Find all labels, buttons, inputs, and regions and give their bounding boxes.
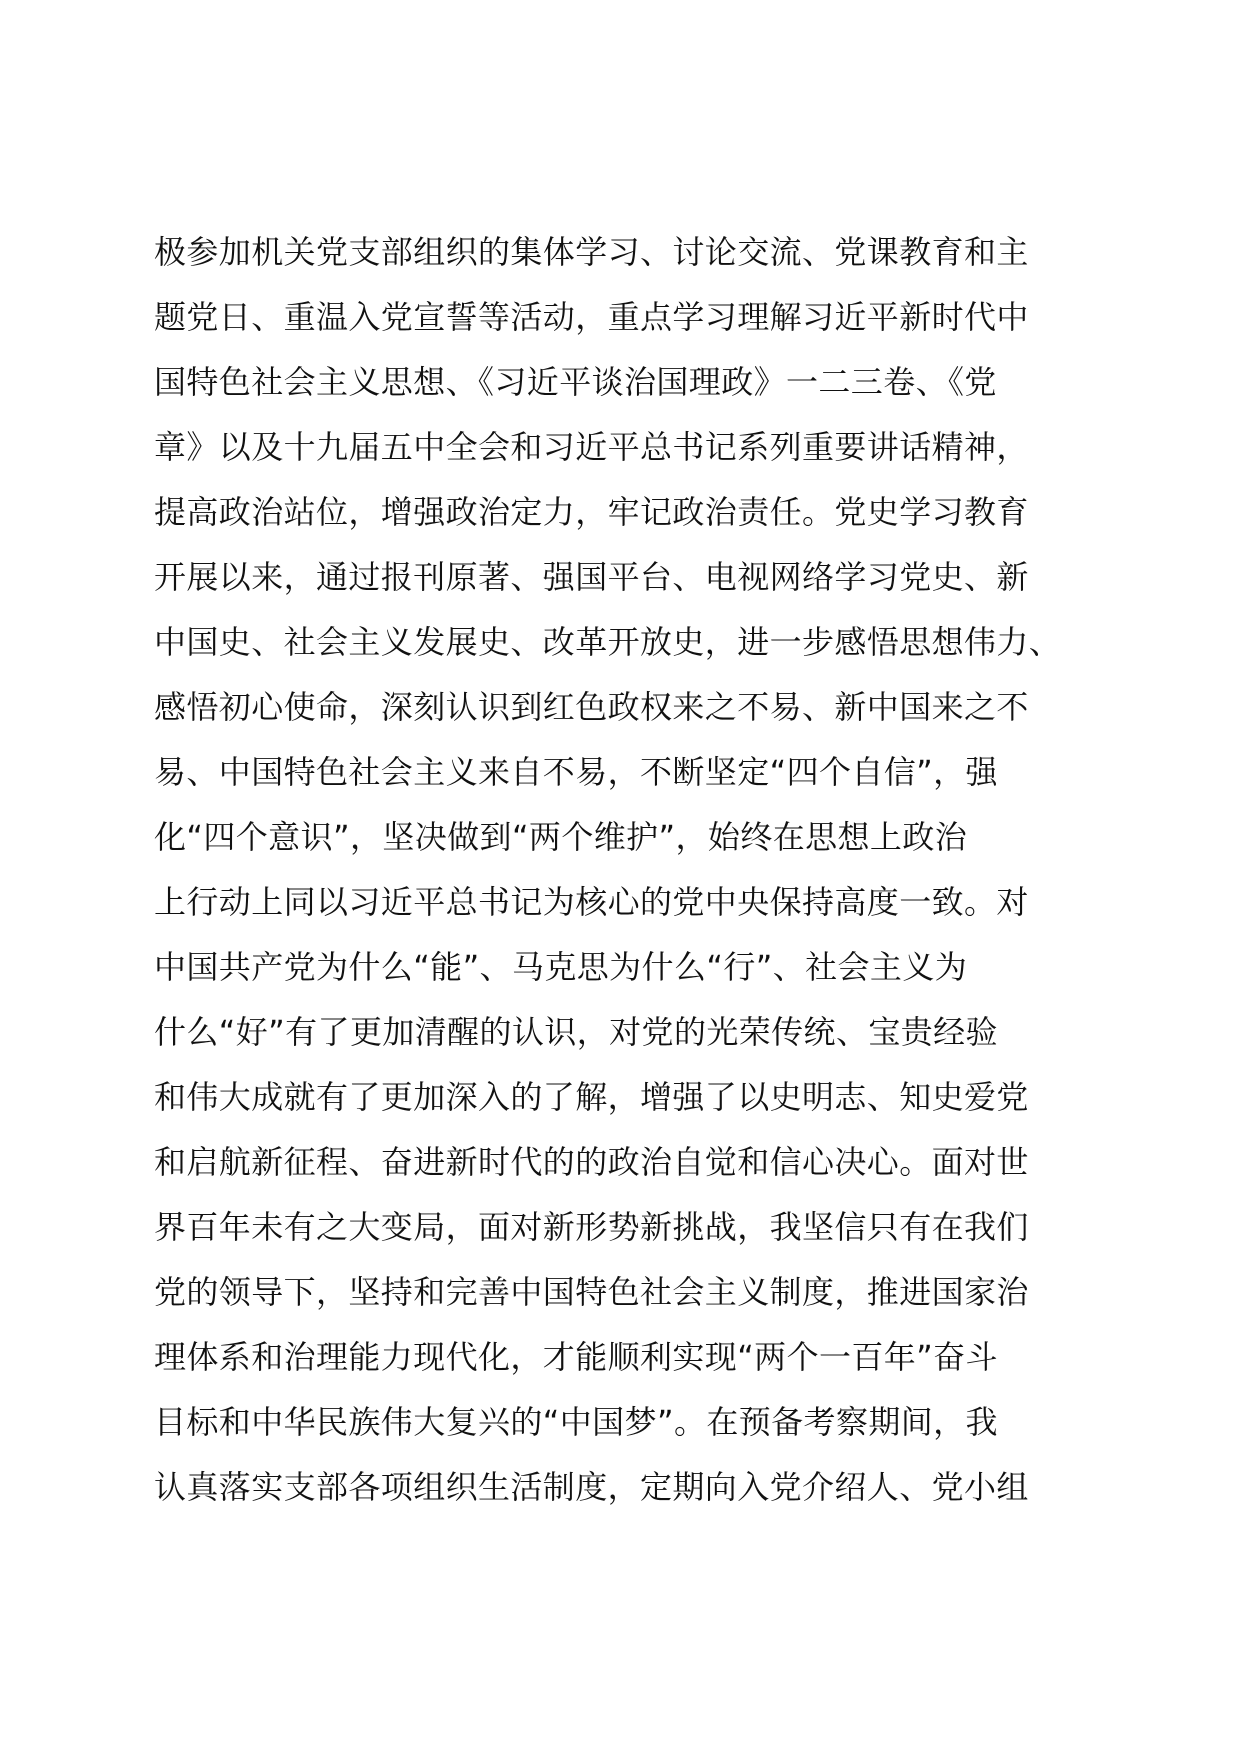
text-line: 和启航新征程、奋进新时代的的政治自觉和信心决心。面对世 — [154, 1143, 1029, 1181]
text-line: 认真落实支部各项组织生活制度，定期向入党介绍人、党小组 — [154, 1468, 1029, 1506]
text-line: 感悟初心使命，深刻认识到红色政权来之不易、新中国来之不 — [154, 688, 1029, 726]
text-line: 和伟大成就有了更加深入的了解，增强了以史明志、知史爱党 — [154, 1078, 1029, 1116]
text-line: 易、中国特色社会主义来自不易，不断坚定“四个自信”，强 — [154, 753, 998, 791]
text-line: 目标和中华民族伟大复兴的“中国梦”。在预备考察期间，我 — [154, 1403, 998, 1441]
text-line: 开展以来，通过报刊原著、强国平台、电视网络学习党史、新 — [154, 558, 1029, 596]
text-line: 党的领导下，坚持和完善中国特色社会主义制度，推进国家治 — [154, 1273, 1029, 1311]
text-line: 极参加机关党支部组织的集体学习、讨论交流、党课教育和主 — [154, 233, 1029, 271]
text-line: 什么“好”有了更加清醒的认识，对党的光荣传统、宝贵经验 — [154, 1013, 998, 1051]
text-line: 中国史、社会主义发展史、改革开放史，进一步感悟思想伟力、 — [154, 623, 1062, 661]
text-line: 中国共产党为什么“能”、马克思为什么“行”、社会主义为 — [154, 948, 968, 986]
text-line: 国特色社会主义思想、《习近平谈治国理政》一二三卷、《党 — [154, 363, 997, 401]
text-line: 章》以及十九届五中全会和习近平总书记系列重要讲话精神， — [154, 428, 1029, 466]
text-line: 界百年未有之大变局，面对新形势新挑战，我坚信只有在我们 — [154, 1208, 1029, 1246]
body-paragraph — [154, 220, 1114, 1520]
text-line: 题党日、重温入党宣誓等活动，重点学习理解习近平新时代中 — [154, 298, 1029, 336]
text-line: 化“四个意识”，坚决做到“两个维护”，始终在思想上政治 — [154, 818, 968, 856]
text-line: 理体系和治理能力现代化，才能顺利实现“两个一百年”奋斗 — [154, 1338, 998, 1376]
text-line: 提高政治站位，增强政治定力，牢记政治责任。党史学习教育 — [154, 493, 1029, 531]
text-line: 上行动上同以习近平总书记为核心的党中央保持高度一致。对 — [154, 883, 1029, 921]
